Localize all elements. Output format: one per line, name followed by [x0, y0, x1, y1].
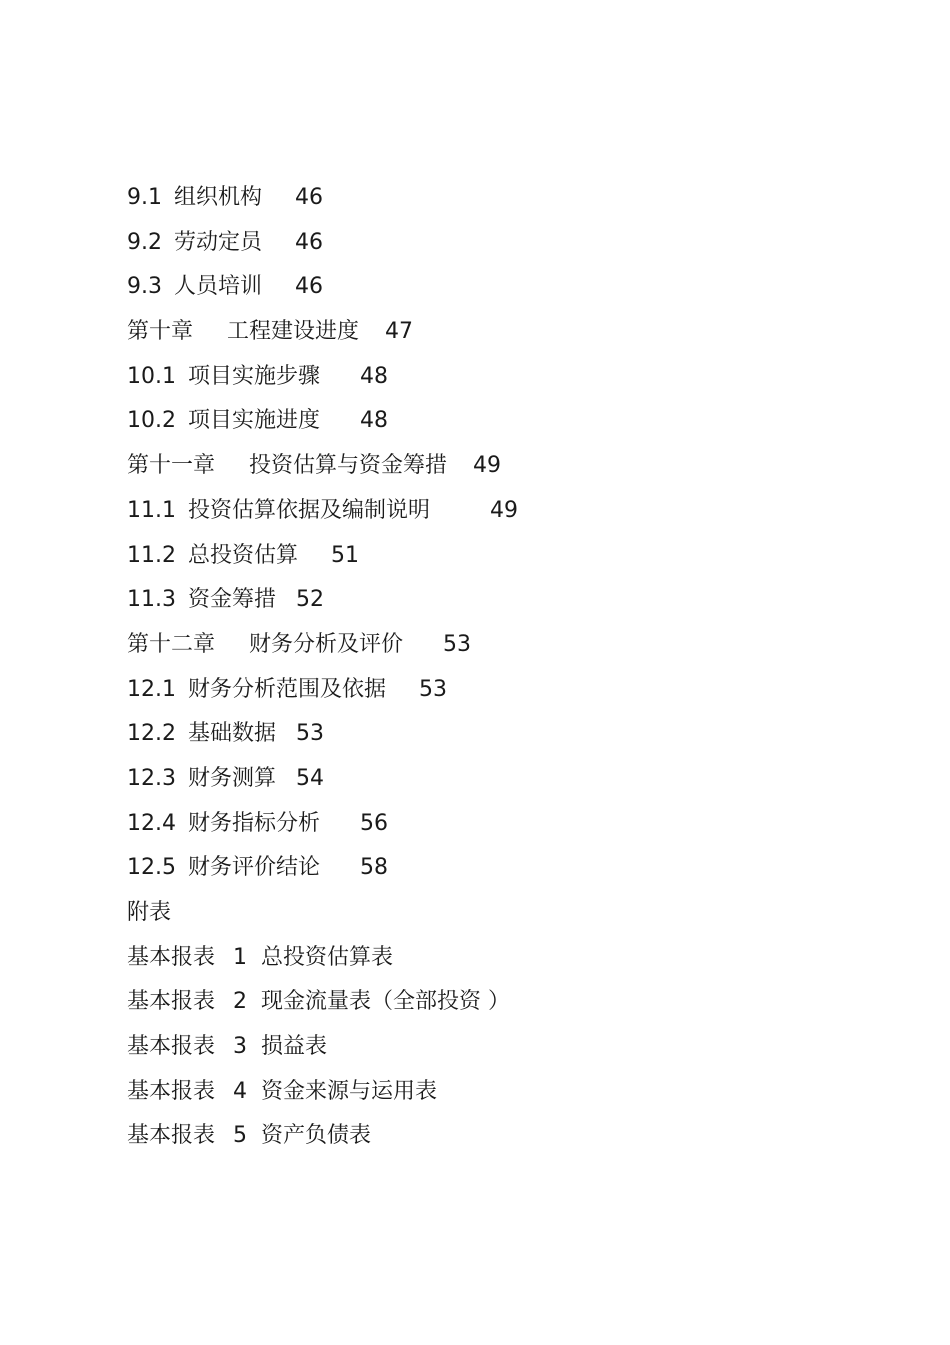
toc-number: 12.2 — [127, 721, 176, 747]
toc-page: 47 — [385, 319, 414, 345]
toc-entry-12-1 — [127, 668, 827, 713]
toc-page: 46 — [295, 274, 324, 300]
toc-title: 工程建设进度 — [227, 319, 360, 345]
basic-table-label: 基本报表 — [127, 944, 216, 970]
basic-table-label: 基本报表 — [127, 1078, 216, 1104]
toc-basic-table-3 — [127, 1025, 827, 1070]
toc-basic-table-2 — [127, 980, 827, 1025]
toc-number: 12.4 — [127, 810, 176, 836]
toc-title: 财务评价结论 — [187, 855, 320, 881]
toc-title: 劳动定员 — [174, 229, 263, 255]
toc-page: 49 — [473, 453, 502, 479]
basic-table-index: 5 — [233, 1123, 248, 1149]
toc-page: 53 — [296, 721, 324, 747]
toc-number: 10.1 — [127, 363, 176, 389]
toc-entry-9-2 — [127, 221, 827, 266]
toc-title: 投资估算与资金筹措 — [249, 453, 448, 479]
toc-entry-11-3 — [127, 578, 827, 623]
toc-page: 58 — [360, 855, 388, 881]
toc-title: 项目实施步骤 — [187, 363, 320, 389]
toc-number: 9.1 — [127, 185, 162, 210]
toc-page: 46 — [295, 229, 324, 255]
toc-title: 项目实施进度 — [187, 408, 320, 434]
toc-page: 52 — [296, 587, 324, 613]
toc-number: 12.3 — [127, 765, 176, 791]
toc-basic-table-1 — [127, 936, 827, 981]
toc-title: 总投资估算 — [187, 542, 298, 568]
basic-table-label: 基本报表 — [127, 1034, 216, 1060]
toc-title: 基础数据 — [187, 721, 276, 747]
toc-number: 12.5 — [127, 855, 176, 881]
toc-number: 11.3 — [127, 587, 176, 613]
toc-page: 54 — [296, 765, 324, 791]
toc-entry-9-1 — [127, 176, 827, 221]
toc-number: 第十章 — [127, 319, 194, 345]
basic-table-index: 4 — [233, 1078, 248, 1104]
toc-page: 56 — [360, 810, 388, 836]
toc-number: 11.1 — [127, 497, 176, 523]
toc-appendix-heading — [127, 891, 827, 936]
toc-number: 第十一章 — [127, 453, 216, 479]
basic-table-index: 2 — [233, 989, 248, 1015]
toc-title: 投资估算依据及编制说明 — [187, 497, 430, 523]
toc-number: 10.2 — [127, 408, 176, 434]
basic-table-title: 总投资估算表 — [261, 944, 394, 970]
appendix-label: 附表 — [127, 900, 172, 925]
toc-title: 财务分析范围及依据 — [187, 676, 386, 702]
toc-title: 人员培训 — [174, 274, 263, 300]
toc-page: 48 — [360, 363, 388, 389]
basic-table-index: 1 — [233, 944, 248, 970]
toc-chapter-11 — [127, 444, 827, 489]
toc-chapter-10 — [127, 310, 827, 355]
toc-entry-10-1 — [127, 355, 827, 400]
toc-entry-12-5 — [127, 846, 827, 891]
toc-page: 53 — [443, 631, 472, 657]
toc-entry-9-3 — [127, 265, 827, 310]
toc-title: 组织机构 — [174, 185, 263, 210]
basic-table-label: 基本报表 — [127, 989, 216, 1015]
toc-title: 资金筹措 — [187, 587, 276, 613]
toc-title: 财务指标分析 — [187, 810, 320, 836]
toc-entry-12-4 — [127, 802, 827, 847]
table-of-contents — [127, 176, 827, 1159]
toc-basic-table-4 — [127, 1070, 827, 1115]
toc-number: 第十二章 — [127, 631, 216, 657]
toc-page: 48 — [360, 408, 388, 434]
toc-entry-12-3 — [127, 757, 827, 802]
toc-chapter-12 — [127, 623, 827, 668]
toc-page: 51 — [331, 542, 359, 568]
toc-title: 财务测算 — [187, 765, 276, 791]
toc-title: 财务分析及评价 — [249, 631, 404, 657]
toc-page: 46 — [295, 185, 324, 210]
toc-page: 49 — [490, 497, 518, 523]
toc-number: 11.2 — [127, 542, 176, 568]
basic-table-label: 基本报表 — [127, 1123, 216, 1149]
basic-table-title: 资金来源与运用表 — [261, 1078, 438, 1104]
toc-basic-table-5 — [127, 1114, 827, 1159]
toc-number: 12.1 — [127, 676, 176, 702]
toc-number: 9.2 — [127, 229, 162, 255]
toc-number: 9.3 — [127, 274, 162, 300]
toc-entry-11-2 — [127, 534, 827, 579]
toc-entry-10-2 — [127, 399, 827, 444]
toc-entry-12-2 — [127, 712, 827, 757]
toc-entry-11-1 — [127, 489, 827, 534]
basic-table-index: 3 — [233, 1034, 248, 1060]
toc-page: 53 — [419, 676, 447, 702]
basic-table-title: 现金流量表（全部投资 ） — [261, 989, 511, 1015]
basic-table-title: 资产负债表 — [261, 1123, 372, 1149]
basic-table-title: 损益表 — [261, 1034, 328, 1060]
